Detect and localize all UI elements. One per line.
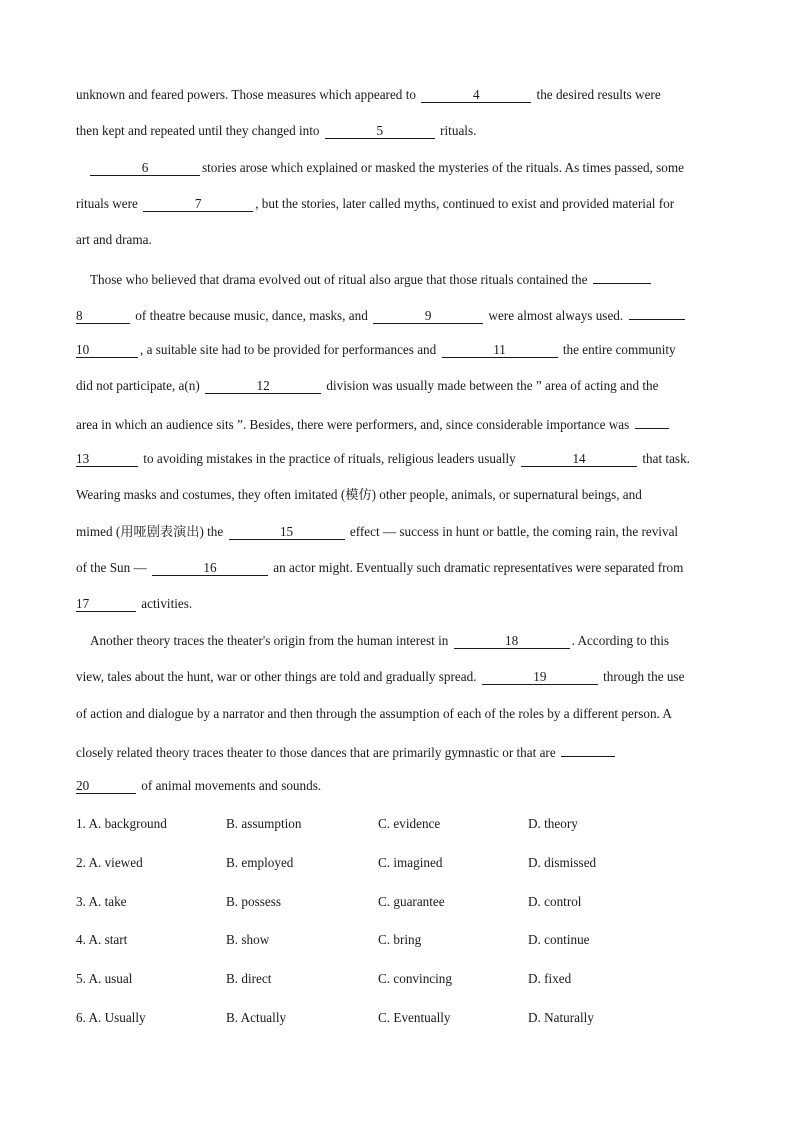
passage-line-9: did not participate, a(n) 12 division was usually made between the ” area of acting and the [76, 378, 659, 393]
passage-line-15: 17 activities. [76, 596, 193, 611]
passage-line-3: 6 stories arose which explained or masked the mysteries of the rituals. As times passed, some [90, 159, 684, 177]
option-1-a[interactable]: 1. A. background [76, 816, 167, 831]
option-6-a[interactable]: 6. A. Usually [76, 1010, 146, 1025]
blank-4[interactable]: 4 [421, 87, 531, 103]
option-1-d[interactable]: D. theory [528, 816, 578, 831]
option-6-d[interactable]: D. Naturally [528, 1010, 594, 1025]
blank-9[interactable]: 9 [373, 308, 483, 324]
blank-10[interactable]: 10 [76, 342, 138, 358]
blank-5[interactable]: 5 [325, 123, 435, 139]
passage-line-6: Those who believed that drama evolved out of ritual also argue that those rituals contained the [90, 268, 653, 286]
blank-18[interactable]: 18 [454, 633, 570, 649]
option-2-b[interactable]: B. employed [226, 855, 294, 870]
blank-14[interactable]: 14 [521, 451, 637, 467]
passage-line-13: mimed (用哑剧表演出) the 15 effect — success in hunt or battle, the coming rain, the revival [76, 524, 679, 539]
blank-6[interactable]: 6 [90, 160, 200, 176]
passage-line-5: art and drama. [76, 232, 152, 247]
option-2-a[interactable]: 2. A. viewed [76, 855, 143, 870]
option-1-c[interactable]: C. evidence [378, 816, 441, 831]
blank-8[interactable]: 8 [76, 308, 130, 324]
option-5-c[interactable]: C. convincing [378, 971, 452, 986]
blank-13[interactable]: 13 [76, 451, 138, 467]
option-2-d[interactable]: D. dismissed [528, 855, 597, 870]
passage-line-1: unknown and feared powers. Those measures which appeared to 4 the desired results were [76, 87, 661, 102]
option-3-b[interactable]: B. possess [226, 894, 281, 909]
option-4-b[interactable]: B. show [226, 932, 270, 947]
blank-20[interactable]: 20 [76, 778, 136, 794]
passage-line-20: 20 of animal movements and sounds. [76, 778, 322, 793]
blank-15[interactable]: 15 [229, 524, 345, 540]
option-4-c[interactable]: C. bring [378, 932, 422, 947]
option-4-a[interactable]: 4. A. start [76, 932, 128, 947]
option-1-b[interactable]: B. assumption [226, 816, 302, 831]
passage-line-17: view, tales about the hunt, war or other things are told and gradually spread. 19 through the use [76, 669, 685, 684]
option-6-c[interactable]: C. Eventually [378, 1010, 451, 1025]
passage-line-16: Another theory traces the theater's origin from the human interest in 18 . According to this [90, 633, 670, 648]
blank-10-start[interactable] [629, 304, 685, 320]
blank-17[interactable]: 17 [76, 596, 136, 612]
option-3-a[interactable]: 3. A. take [76, 894, 127, 909]
option-2-c[interactable]: C. imagined [378, 855, 443, 870]
passage-line-10: area in which an audience sits ”. Besides, there were performers, and, since considerable importance was [76, 413, 671, 431]
blank-12[interactable]: 12 [205, 378, 321, 394]
option-3-d[interactable]: D. control [528, 894, 582, 909]
blank-20-start[interactable] [561, 741, 615, 757]
blank-13-start[interactable] [635, 413, 669, 429]
option-5-d[interactable]: D. fixed [528, 971, 572, 986]
passage-line-19: closely related theory traces theater to those dances that are primarily gymnastic or that are [76, 741, 617, 759]
option-5-b[interactable]: B. direct [226, 971, 272, 986]
blank-16[interactable]: 16 [152, 560, 268, 576]
blank-8-start[interactable] [593, 268, 651, 284]
passage-line-12: Wearing masks and costumes, they often imitated (模仿) other people, animals, or supernatural beings, and [76, 487, 642, 502]
passage-line-2: then kept and repeated until they changed into 5 rituals. [76, 123, 477, 138]
passage-line-14: of the Sun — 16 an actor might. Eventually such dramatic representatives were separated from [76, 560, 684, 575]
option-4-d[interactable]: D. continue [528, 932, 590, 947]
option-6-b[interactable]: B. Actually [226, 1010, 287, 1025]
passage-line-8: 10 , a suitable site had to be provided for performances and 11 the entire community [76, 342, 676, 357]
option-5-a[interactable]: 5. A. usual [76, 971, 133, 986]
passage-line-4: rituals were 7 , but the stories, later called myths, continued to exist and provided material for [76, 196, 675, 211]
passage-line-7: 8 of theatre because music, dance, masks, and 9 were almost always used. [76, 304, 687, 322]
blank-7[interactable]: 7 [143, 196, 253, 212]
passage-line-11: 13 to avoiding mistakes in the practice of rituals, religious leaders usually 14 that task. [76, 451, 690, 466]
option-3-c[interactable]: C. guarantee [378, 894, 445, 909]
blank-11[interactable]: 11 [442, 342, 558, 358]
passage-line-18: of action and dialogue by a narrator and then through the assumption of each of the roles by a different person. A [76, 706, 672, 721]
blank-19[interactable]: 19 [482, 669, 598, 685]
